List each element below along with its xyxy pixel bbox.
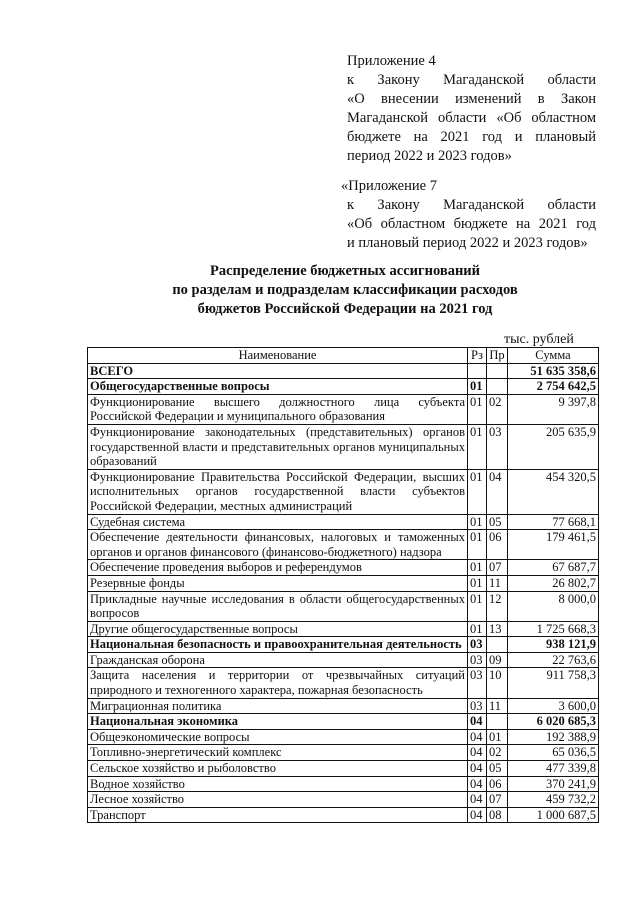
table-row [88, 514, 599, 530]
row-rz: 01 [468, 530, 487, 560]
annex-4-line: Приложение 4 [347, 53, 436, 69]
row-name: Национальная безопасность и правоохранительная деятельность [88, 637, 468, 653]
row-pr: 12 [487, 591, 508, 621]
row-sum: 51 635 358,6 [508, 363, 599, 379]
row-name: Гражданская оборона [88, 652, 468, 668]
row-name: Топливно-энергетический комплекс [88, 745, 468, 761]
row-name: Лесное хозяйство [88, 792, 468, 808]
row-sum: 370 241,9 [508, 776, 599, 792]
row-pr: 02 [487, 745, 508, 761]
row-rz: 01 [468, 591, 487, 621]
header-pr: Пр [487, 348, 508, 364]
annex-7-line: «Об областном бюджете на 2021 год [347, 216, 596, 232]
row-name: Другие общегосударственные вопросы [88, 621, 468, 637]
row-name: Резервные фонды [88, 575, 468, 591]
row-rz: 04 [468, 776, 487, 792]
row-sum: 454 320,5 [508, 469, 599, 514]
row-rz: 01 [468, 514, 487, 530]
row-pr: 13 [487, 621, 508, 637]
row-sum: 1 000 687,5 [508, 807, 599, 823]
row-pr [487, 379, 508, 395]
row-sum: 65 036,5 [508, 745, 599, 761]
annex-7-header [341, 177, 596, 253]
row-sum: 192 388,9 [508, 729, 599, 745]
table-row [88, 530, 599, 560]
table-row [88, 761, 599, 777]
table-row [88, 652, 599, 668]
table-row [88, 776, 599, 792]
row-sum: 911 758,3 [508, 668, 599, 698]
row-rz: 03 [468, 668, 487, 698]
row-name: Обеспечение проведения выборов и референдумов [88, 560, 468, 576]
row-rz [468, 363, 487, 379]
row-rz: 03 [468, 652, 487, 668]
table-row [88, 637, 599, 653]
row-sum: 77 668,1 [508, 514, 599, 530]
row-pr: 07 [487, 560, 508, 576]
row-rz: 04 [468, 807, 487, 823]
row-sum: 6 020 685,3 [508, 714, 599, 730]
row-pr: 05 [487, 761, 508, 777]
row-pr: 02 [487, 394, 508, 424]
table-row [88, 379, 599, 395]
table-row [88, 394, 599, 424]
table-row [88, 698, 599, 714]
annex-4-header [347, 52, 596, 166]
table-row [88, 729, 599, 745]
document-title [90, 262, 600, 319]
row-rz: 01 [468, 621, 487, 637]
row-pr: 05 [487, 514, 508, 530]
row-name: ВСЕГО [88, 363, 468, 379]
annex-7-line: «Приложение 7 [341, 178, 437, 194]
table-row [88, 807, 599, 823]
annex-4-line: Магаданской области «Об областном [347, 110, 596, 126]
annex-7-line: и плановый период 2022 и 2023 годов» [347, 235, 588, 251]
table-row [88, 745, 599, 761]
annex-4-line: «О внесении изменений в Закон [347, 91, 596, 107]
row-rz: 01 [468, 575, 487, 591]
row-name: Миграционная политика [88, 698, 468, 714]
row-sum: 22 763,6 [508, 652, 599, 668]
row-rz: 01 [468, 394, 487, 424]
row-rz: 01 [468, 424, 487, 469]
row-sum: 8 000,0 [508, 591, 599, 621]
row-pr: 03 [487, 424, 508, 469]
title-line: по разделам и подразделам классификации расходов [172, 282, 518, 298]
row-sum: 2 754 642,5 [508, 379, 599, 395]
table-row [88, 575, 599, 591]
table-row [88, 560, 599, 576]
row-name: Транспорт [88, 807, 468, 823]
row-sum: 26 802,7 [508, 575, 599, 591]
annex-7-line: к Закону Магаданской области [347, 197, 596, 213]
title-line: Распределение бюджетных ассигнований [209, 263, 481, 279]
row-sum: 67 687,7 [508, 560, 599, 576]
row-pr [487, 637, 508, 653]
row-pr: 01 [487, 729, 508, 745]
row-name: Судебная система [88, 514, 468, 530]
table-row [88, 591, 599, 621]
row-name: Водное хозяйство [88, 776, 468, 792]
row-pr: 04 [487, 469, 508, 514]
row-name: Общеэкономические вопросы [88, 729, 468, 745]
row-rz: 03 [468, 637, 487, 653]
row-name: Функционирование Правительства Российской Федерации, высших исполнительных органов государственной власти субъектов Российской Федерации, местных администраций [88, 469, 468, 514]
row-name: Функционирование высшего должностного лица субъекта Российской Федерации и муниципального образования [88, 394, 468, 424]
table-header-row [88, 348, 599, 364]
row-name: Прикладные научные исследования в области общегосударственных вопросов [88, 591, 468, 621]
row-rz: 03 [468, 698, 487, 714]
row-rz: 04 [468, 761, 487, 777]
table-row [88, 424, 599, 469]
row-pr: 09 [487, 652, 508, 668]
header-rz: Рз [468, 348, 487, 364]
table-row [88, 621, 599, 637]
row-pr [487, 714, 508, 730]
row-pr: 07 [487, 792, 508, 808]
row-name: Функционирование законодательных (представительных) органов государственной власти и представительных органов муниципальных образований [88, 424, 468, 469]
row-sum: 179 461,5 [508, 530, 599, 560]
row-rz: 01 [468, 469, 487, 514]
row-pr: 11 [487, 575, 508, 591]
row-rz: 04 [468, 792, 487, 808]
row-sum: 205 635,9 [508, 424, 599, 469]
header-name: Наименование [88, 348, 468, 364]
row-rz: 04 [468, 714, 487, 730]
table-row [88, 363, 599, 379]
row-sum: 477 339,8 [508, 761, 599, 777]
row-sum: 3 600,0 [508, 698, 599, 714]
row-pr: 10 [487, 668, 508, 698]
annex-4-line: период 2022 и 2023 годов» [347, 148, 512, 164]
row-name: Национальная экономика [88, 714, 468, 730]
header-sum: Сумма [508, 348, 599, 364]
row-sum: 9 397,8 [508, 394, 599, 424]
annex-4-line: бюджете на 2021 год и плановый [347, 129, 596, 145]
row-pr [487, 363, 508, 379]
table-row [88, 469, 599, 514]
annex-4-line: к Закону Магаданской области [347, 72, 596, 88]
row-pr: 06 [487, 530, 508, 560]
units-label: тыс. рублей [504, 332, 574, 347]
row-pr: 11 [487, 698, 508, 714]
row-name: Общегосударственные вопросы [88, 379, 468, 395]
table-row [88, 792, 599, 808]
budget-table [87, 347, 599, 823]
row-pr: 08 [487, 807, 508, 823]
table-row [88, 714, 599, 730]
row-name: Обеспечение деятельности финансовых, налоговых и таможенных органов и органов финансового (финансово-бюджетного) надзора [88, 530, 468, 560]
table-body [88, 363, 599, 823]
row-sum: 459 732,2 [508, 792, 599, 808]
row-name: Сельское хозяйство и рыболовство [88, 761, 468, 777]
title-line: бюджетов Российской Федерации на 2021 год [197, 301, 493, 317]
row-rz: 04 [468, 729, 487, 745]
row-rz: 04 [468, 745, 487, 761]
table-row [88, 668, 599, 698]
row-sum: 938 121,9 [508, 637, 599, 653]
row-rz: 01 [468, 560, 487, 576]
row-pr: 06 [487, 776, 508, 792]
row-sum: 1 725 668,3 [508, 621, 599, 637]
row-name: Защита населения и территории от чрезвычайных ситуаций природного и техногенного характера, пожарная безопасность [88, 668, 468, 698]
row-rz: 01 [468, 379, 487, 395]
